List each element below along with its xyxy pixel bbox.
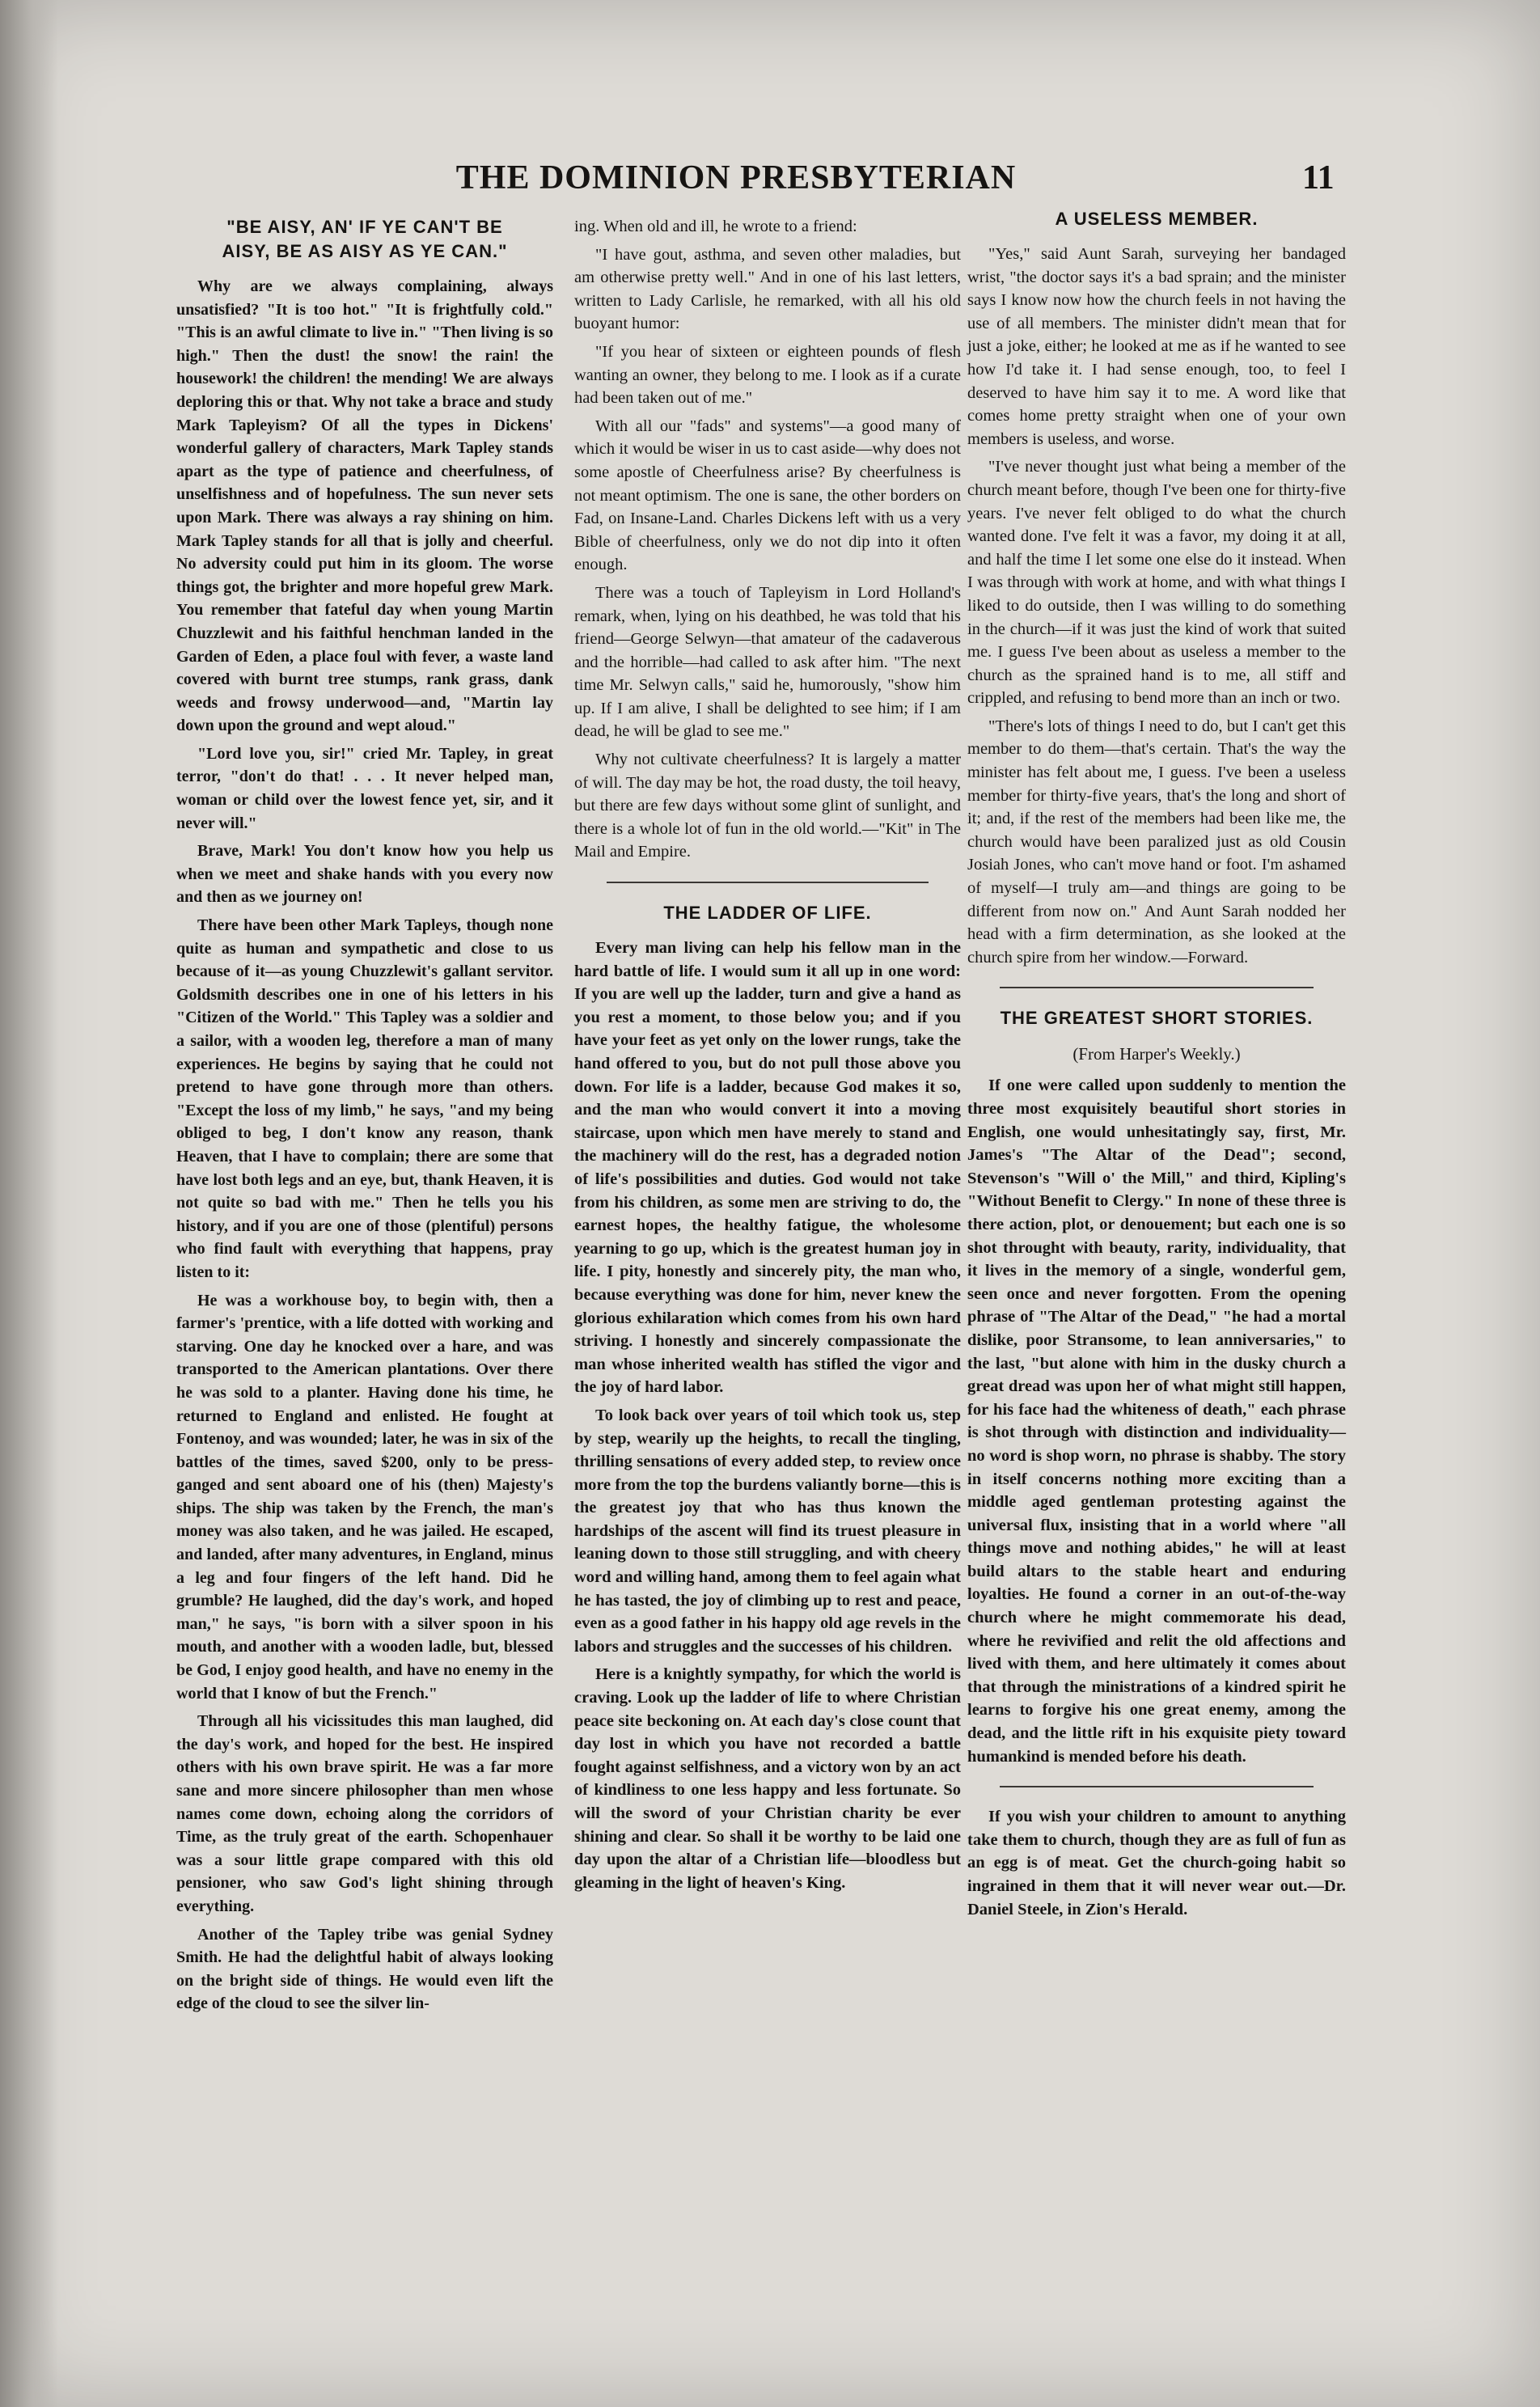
paragraph: He was a workhouse boy, to begin with, then a farmer's 'prentice, with a life dotted with working and starving. One day he knocked over a hare, and was transported to the American plantations. Over there he was sold to a planter. Having done his time, he returned to England and enlisted. He fought at Fontenoy, and was wounded; later, he was in six of the battles of the times, saved $200, only to be press-ganged and sent aboard one of his (then) Majesty's ships. The ship was taken by the French, the man's money was also taken, and he was jailed. He escaped, and landed, after many adventures, in England, minus a leg and four fingers of the left hand. Did he grumble? He laughed, did the day's work, and hoped man," he says, "is born with a silver spoon in his mouth, and another with a wooden ladle, but, blessed be God, I enjoy good health, and have no enemy in the world that I know of but the French." [176,1291,553,1703]
paragraph: There have been other Mark Tapleys, though none quite as human and sympathetic and close to us because of it—as young Chuzzlewit's gallant servitor. Goldsmith describes one in one of his letters in his "Citizen of the World." This Tapley was a soldier and a sailor, with a wooden leg, therefore a man of many experiences. He begins by saying that he could not pretend to have gone through more than others. "Except the loss of my limb," he says, "and my being obliged to beg, I don't know any reason, thank Heaven, that I have to complain; there are some that have lost both legs and an eye, but, thank Heaven, it is not quite so bad with me." Then he tells you his history, and if you are one of those (plentiful) persons who find fault with everything that happens, pray listen to it: [176,916,553,1281]
paragraph: Brave, Mark! You don't know how you help us when we meet and shake hands with you every now and then as we journey on! [176,842,553,907]
paragraph: There was a touch of Tapleyism in Lord Holland's remark, when, lying on his deathbed, he was told that his friend—George Selwyn—that amateur of the cadaverous and the horrible—had called to ask after him. "The next time Mr. Selwyn calls," said he, humorously, "show him up. If I am alive, I shall be delighted to see him; if I am dead, he will be glad to see me." [574,583,961,741]
paragraph: "I have gout, asthma, and seven other maladies, but am otherwise pretty well." And in one of his last letters, written to Lady Carlisle, he remarked, with all his old buoyant humor: [574,245,961,333]
paragraph: "Yes," said Aunt Sarah, surveying her bandaged wrist, "the doctor says it's a bad sprain; and the minister says I know now how the church feels in not having the use of all members. The minister didn't mean that for just a joke, either; he looked at me as if he wanted to see how I'd take it. I had sense enough, too, to feel I deserved to have him say it to me. A word like that comes home pretty straight when one of your own members is useless, and worse. [967,245,1346,448]
article-greatest-short-stories [967,1006,1346,1768]
paragraph: If you wish your children to amount to anything take them to church, though they are as full of fun as an egg is of meat. Get the church-going habit so ingrained in them that it will never wear out.—Dr. Daniel Steele, in Zion's Herald. [967,1808,1346,1918]
paragraph: To look back over years of toil which took us, step by step, wearily up the heights, to recall the tingling, thrilling sensations of every added step, to review once more from the top the burdens valiantly borne—this is the greatest joy that who has thus known the hardships of the ascent will find its truest pleasure in leaning down to those still struggling, and with cheery word and willing hand, among them to feel again what he has tasted, the joy of climbing up to rest and peace, even as a good father in his happy old age revels in the labors and struggles and the successes of his children. [574,1406,961,1656]
paragraph: Why not cultivate cheerfulness? It is largely a matter of will. The day may be hot, the road dusty, the toil heavy, but there are few days without some glint of sunlight, and there is a whole lot of fun in the old world.—"Kit" in The Mail and Empire. [574,751,961,861]
page-number: 11 [1302,159,1335,197]
paragraph: "If you hear of sixteen or eighteen pounds of flesh wanting an owner, they belong to me. I look as if a curate had been taken out of me." [574,342,961,408]
paragraph: ing. When old and ill, he wrote to a friend: [574,218,857,235]
article-source-line: (From Harper's Weekly.) [1072,1044,1241,1064]
paragraph: Through all his vicissitudes this man laughed, did the day's work, and hoped for the best. He inspired others with his own brave spirit. He was a far more sane and more sincere philosopher than men whose names come down, echoing along the corridors of Time, as the truly great of the earth. Schopenhauer was a sour little grape compared with this old pensioner, who saw God's light shining through everything. [176,1712,553,1915]
article-title-ladder-of-life: THE LADDER OF LIFE. [663,903,872,924]
paragraph: "There's lots of things I need to do, but I can't get this member to do them—that's certain. That's the way the minister has felt about me, I guess. I've been a useless member for thirty-five years, that's the long and short of it; and, if the rest of the members had been like me, the church would have been paralized just as old Cousin Josiah Jones, who can't move hand or foot. I'm ashamed of myself—I truly am—and things are going to be different from now on." And Aunt Sarah nodded her head with a firm determination, as she looked at the church spire from her window.—Forward. [967,717,1346,967]
article-title-line-1: "BE AISY, AN' IF YE CAN'T BE [226,217,503,237]
column-middle [574,215,961,1894]
section-divider [1000,1786,1314,1787]
paragraph: Every man living can help his fellow man in the hard battle of life. I would sum it all up in one word: If you are well up the ladder, turn and give a hand as you rest a moment, to those below you; and if you have your feet as yet only on the lower rungs, take the hand offered to you, but do not pull those above you down. For life is a ladder, because God makes it so, and the man who would convert it into a moving staircase, upon which men have merely to stand and the machinery will do the rest, has a degraded notion of life's possibilities and duties. God would not take from his children, as some men are striving to do, the earnest hopes, the healthy fatigue, the wholesome yearning to go up, which is the greatest human joy in life. I pity, honestly and sincerely pity, the man who, because everything was done for him, never knew the glorious exhilaration which comes from his own hard striving. I honestly and sincerely compassionate the man whose inherited wealth has stifled the vigor and the joy of hard labor. [574,939,961,1397]
paragraph: Another of the Tapley tribe was genial Sydney Smith. He had the delightful habit of always looking on the bright side of things. He would even lift the edge of the cloud to see the silver lin- [176,1925,553,2013]
paragraph: Here is a knightly sympathy, for which the world is craving. Look up the ladder of life to where Christian peace site beckoning on. At each day's close count that day lost in which you have not recorded a battle fought against selfishness, and a victory won by an act of kindliness to one less happy and less fortunate. So will the sword of your Christian charity be ever shining and clear. So shall it be worthy to be laid one day upon the altar of a Christian life—bloodless but gleaming in the light of heaven's King. [574,1665,961,1892]
running-head-title: THE DOMINION PRESBYTERIAN [455,159,1017,197]
paragraph: If one were called upon suddenly to mention the three most exquisitely beautiful short stories in English, one would unhesitatingly say, first, Mr. James's "The Altar of the Dead"; second, Stevenson's "Will o' the Mill," and third, Kipling's "Without Benefit to Clergy." In none of these three is there action, plot, or denouement; but each one is so shot throught with beauty, rarity, individuality, that it lives in the memory of a single, wonderful gem, seen once and never forgotten. From the opening phrase of "The Altar of the Dead," "he had a mortal dislike, poor Stransome, to lean anniversaries," to the last, "but alone with him in the dusky church a great dread was upon her of what might still happen, for his face had the whiteness of death," each phrase is shot through with distinction and individuality—no word is shop worn, no phrase is shabby. The story in itself concerns nothing more exciting than a middle aged gentleman protesting against the universal flux, insisting that in a world where "all things move and nothing abides," he will at least build altars to the stable heart and enduring loyalties. He found a corner in an out-of-the-way church where he might commemorate his dead, where he revivified and relit the old affections and lived with them, and here ultimately it comes about that through the ministrations of a kindred spirit he learns to forgive his one great enemy, among the dead, and the little rift in his exquisite piety toward humankind is mended before his death. [967,1077,1346,1766]
paragraph: Why are we always complaining, always unsatisfied? "It is too hot." "It is frightfully cold." "This is an awful climate to live in." "Then living is so high." Then the dust! the snow! the rain! the housework! the children! the mending! We are always deploring this or that. Why not take a brace and study Mark Tapleyism? Of all the types in Dickens' wonderful gallery of characters, Mark Tapley stands apart as the type of patience and cheerfulness, of unselfishness and of hopefulness. The sun never sets upon Mark. There was always a ray shining on him. Mark Tapley stands for all that is jolly and cheerful. No adversity could put him in its gloom. The worse things got, the brighter and more hopeful grew Mark. You remember that fateful day when young Martin Chuzzlewit and his faithful henchman landed in the Garden of Eden, a place foul with fever, a waste land covered with burnt tree stumps, rank grass, dank weeds and frowsy underwood—and, "Martin lay down upon the ground and wept aloud." [176,277,553,735]
article-title-useless-member: A USELESS MEMBER. [1055,209,1259,229]
article-title-line-2: AISY, BE AS AISY AS YE CAN." [222,241,508,261]
article-title-greatest-short-stories: THE GREATEST SHORT STORIES. [1000,1008,1314,1029]
paragraph: With all our "fads" and systems"—a good many of which it would be wiser in us to cast aside—why does not some apostle of Cheerfulness arise? By cheerfulness is not meant optimism. The one is sane, the other borders on Fad, on Insane-Land. Charles Dickens left with us a very Bible of cheerfulness, only we do not dip into it often enough. [574,417,961,574]
section-divider [607,882,929,883]
paragraph: "Lord love you, sir!" cried Mr. Tapley, in great terror, "don't do that! . . . It never helped man, woman or child over the lowest fence yet, sir, and it never will." [176,744,553,832]
article-ladder-of-life [574,901,961,1894]
closing-note [967,1805,1346,1921]
section-divider [1000,987,1314,988]
article-title-be-aisy [176,215,553,264]
paragraph: "I've never thought just what being a member of the church meant before, though I've been one for thirty-five years. I've never felt obliged to do what the church wanted done. I've felt it was a favor, my doing it at all, and half the time I let some one else do it instead. When I was through with work at home, and with what things I liked to do outside, then I was willing to do something in the church—if it was just the kind of work that suited me. I guess I've been about as useless a member to the church as the sprained hand is to me, all stiff and crippled, and refusing to bend more than an inch or two. [967,458,1346,708]
page-binding-shadow [0,0,58,2407]
column-left [176,215,553,2016]
column-right [967,207,1346,1921]
